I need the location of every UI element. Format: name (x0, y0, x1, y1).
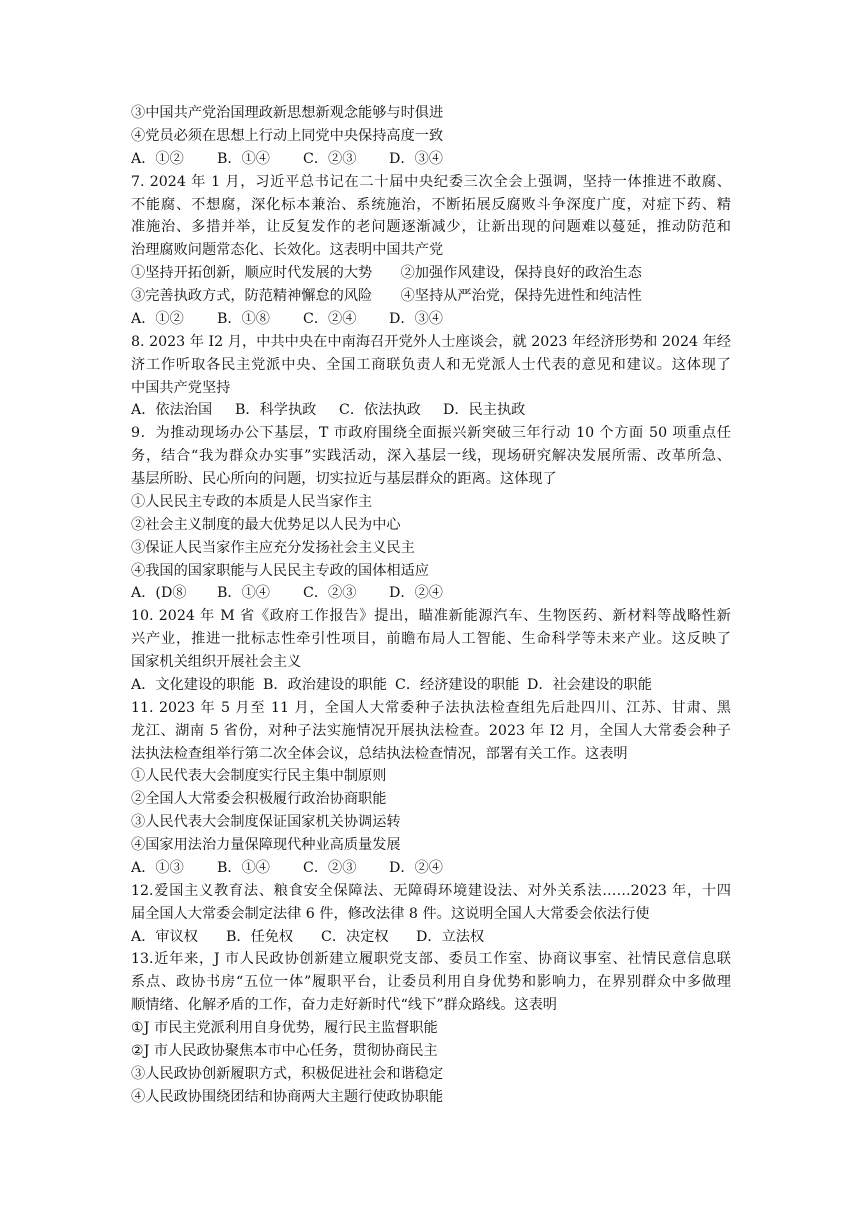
text-line: 系点、政协书房“五位一体”履职平台，让委员利用自身优势和影响力，在界别群众中多做理 (131, 974, 731, 991)
text-line: 法执法检查组举行第二次全体会议，总结执法检查情况，部署有关工作。这表明 (131, 745, 628, 762)
text-line: ②全国人大常委会积极履行政治协商职能 (131, 791, 387, 808)
text-line: 11. 2023 年 5 月至 11 月，全国人大常委种子法执法检查组先后赴四川、江苏、甘肃、黑 (131, 699, 731, 716)
text-line: 中国共产党坚持 (131, 379, 231, 396)
text-line: 兴产业，推进一批标志性牵引性项目，前瞻布局人工智能、生命科学等未来产业。这反映了 (131, 631, 731, 648)
answer-option: A．①③ (131, 859, 184, 876)
answer-option: B．①④ (217, 150, 270, 167)
answer-option: C．经济建设的职能 (395, 676, 520, 693)
text-line: ④党员必须在思想上行动上同党中央保持高度一致 (131, 127, 444, 144)
text-line: 顺情绪、化解矛盾的工作，奋力走好新时代“线下”群众路线。这表明 (131, 997, 557, 1014)
answer-option: A．①② (131, 150, 184, 167)
text-line: 13.近年来，J 市人民政协创新建立履职党支部、委员工作室、协商议事室、社情民意信息联 (131, 951, 731, 968)
answer-option: B．①④ (217, 585, 270, 602)
answer-option: B．科学执政 (235, 402, 317, 419)
text-line: ①J 市民主党派利用自身优势，履行民主监督职能 (131, 1020, 438, 1036)
answer-option: B．任免权 (226, 928, 294, 945)
answer-option: D．③④ (389, 150, 443, 167)
text-line: 基层所盼、民心所向的问题，切实拉近与基层群众的距离。这体现了 (131, 471, 557, 487)
text-line: ②社会主义制度的最大优势足以人民为中心 (131, 516, 401, 533)
answer-option: D．民主执政 (443, 402, 526, 419)
text-line: 龙江、湖南 5 省份，对种子法实施情况开展执法检查。2023 年 I2 月，全国人大常委会种子 (131, 722, 731, 739)
answer-option: C．依法执政 (339, 402, 421, 419)
text-line: 7. 2024 年 1 月，习近平总书记在二十届中央纪委三次全会上强调，坚持一体推进不敢腐、 (131, 173, 731, 190)
answer-option: C．决定权 (321, 928, 389, 945)
text-line: 准施治、多措并举，让反复发作的老问题逐渐减少，让新出现的问题难以蔓延，推动防范和 (131, 219, 731, 236)
answer-options (131, 308, 731, 331)
answer-options (131, 399, 731, 422)
text-line: 8. 2023 年 I2 月，中共中央在中南海召开党外人士座谈会，就 2023 年经济形势和 2024 年经 (131, 333, 731, 350)
text-line: ③中国共产党治国理政新思想新观念能够与时俱进 (131, 105, 444, 121)
text-line: 12.爱国主义教育法、粮食安全保障法、无障碍环境建设法、对外关系法……2023 年，十四 (131, 882, 731, 899)
answer-option: C．②④ (303, 310, 357, 327)
answer-option: B．政治建设的职能 (263, 676, 387, 693)
text-line: 务，结合“我为群众办实事”实践活动，深入基层一线，现场研究解决发展所需、改革所急、 (131, 448, 731, 465)
answer-option: D．②④ (389, 585, 443, 602)
text-line: ④国家用法治力量保障现代种业高质量发展 (131, 837, 401, 853)
question-text-block (131, 102, 731, 1109)
answer-option: D．②④ (389, 859, 443, 876)
answer-option: C．②③ (303, 150, 357, 167)
text-line: ①坚持开拓创新，顺应时代发展的大势 ②加强作风建设，保持良好的政治生态 (131, 265, 642, 282)
answer-option: B．①④ (217, 859, 270, 876)
answer-options (131, 674, 731, 697)
answer-options (131, 582, 731, 605)
answer-option: C．②③ (303, 859, 357, 876)
text-line: ③人民代表大会制度保证国家机关协调运转 (131, 814, 401, 831)
text-line: 治理腐败问题常态化、长效化。这表明中国共产党 (131, 242, 444, 259)
text-line: 9．为推动现场办公下基层，T 市政府围绕全面振兴新突破三年行动 10 个方面 50 项重点任 (131, 425, 731, 442)
text-line: 不能腐、不想腐，深化标本兼治、系统施治，不断拓展反腐败斗争深度广度，对症下药、精 (131, 196, 731, 213)
answer-option: A．依法治国 (131, 402, 213, 419)
answer-option: A．文化建设的职能 (131, 676, 255, 693)
answer-option: D．立法权 (416, 928, 485, 945)
answer-option: A．(D⑧ (131, 585, 187, 602)
text-line: ③保证人民当家作主应充分发扬社会主义民主 (131, 539, 415, 556)
answer-options (131, 857, 731, 880)
answer-option: C．②③ (303, 585, 357, 602)
text-line: ①人民代表大会制度实行民主集中制原则 (131, 768, 387, 785)
answer-option: A．①② (131, 310, 184, 327)
text-line: 济工作听取各民主党派中央、全国工商联负责人和无党派人士代表的意见和建议。这体现了 (131, 356, 731, 373)
text-line: 届全国人大常委会制定法律 6 件，修改法律 8 件。这说明全国人大常委会依法行使 (131, 905, 650, 922)
answer-option: D．社会建设的职能 (527, 676, 652, 693)
text-line: ②J 市人民政协聚焦本市中心任务，贯彻协商民主 (131, 1042, 438, 1059)
answer-options (131, 926, 731, 949)
text-line: ③人民政协创新履职方式，积极促进社会和谐稳定 (131, 1065, 444, 1082)
text-line: 10. 2024 年 M 省《政府工作报告》提出，瞄准新能源汽车、生物医药、新材料等战略性新 (131, 608, 731, 625)
text-line: ③完善执政方式，防范精神懈怠的风险 ④坚持从严治党，保持先进性和纯洁性 (131, 288, 642, 304)
text-line: 国家机关组织开展社会主义 (131, 654, 302, 670)
answer-options (131, 148, 731, 171)
text-line: ④人民政协围绕团结和协商两大主题行使政协职能 (131, 1088, 444, 1105)
answer-option: D．③④ (389, 310, 443, 327)
text-line: ①人民民主专政的本质是人民当家作主 (131, 493, 373, 510)
answer-option: B．①⑧ (217, 310, 270, 327)
text-line: ④我国的国家职能与人民民主专政的国体相适应 (131, 562, 429, 579)
answer-option: A．审议权 (131, 928, 198, 945)
